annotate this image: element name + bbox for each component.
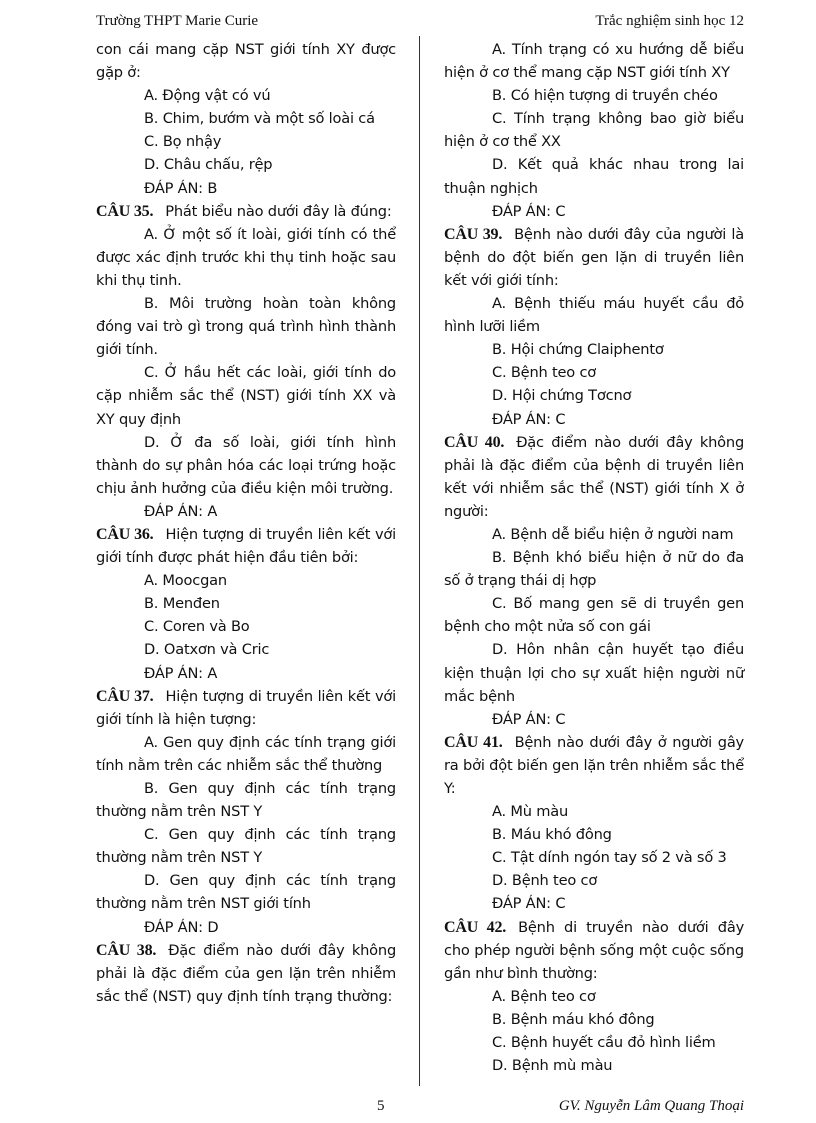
answer-option: C. Bố mang gen sẽ di truyền gen bệnh cho một nửa số con gái bbox=[444, 595, 744, 636]
answer-option: D. Bệnh teo cơ bbox=[492, 872, 598, 890]
column-divider bbox=[419, 36, 420, 1086]
question-number: CÂU 42. bbox=[444, 918, 507, 936]
answer-option: B. Menđen bbox=[144, 595, 220, 613]
question bbox=[444, 916, 744, 985]
answer-option: B. Bệnh khó biểu hiện ở nữ do đa số ở trạng thái dị hợp bbox=[444, 549, 744, 590]
answer-option: C. Bệnh teo cơ bbox=[492, 364, 597, 382]
question bbox=[96, 38, 396, 84]
question-text: Phát biểu nào dưới đây là đúng: bbox=[165, 202, 392, 220]
question-number: CÂU 36. bbox=[96, 525, 154, 543]
answer-option: B. Bệnh máu khó đông bbox=[492, 1010, 655, 1028]
question-text: Bệnh nào dưới đây ở người gây ra bởi đột biến gen lặn trên nhiễm sắc thể Y: bbox=[444, 733, 744, 797]
left-column bbox=[96, 38, 396, 1008]
answer-option: A. Bệnh dễ biểu hiện ở người nam bbox=[492, 525, 734, 543]
answer-key: ĐÁP ÁN: B bbox=[144, 179, 218, 197]
answer-option: B. Máu khó đông bbox=[492, 826, 612, 844]
answer-key: ĐÁP ÁN: C bbox=[492, 410, 566, 428]
question bbox=[96, 200, 396, 223]
answer-option: D. Châu chấu, rệp bbox=[144, 156, 273, 174]
right-column bbox=[444, 38, 744, 1077]
question-text: Đặc điểm nào dưới đây không phải là đặc điểm của gen lặn trên nhiễm sắc thể (NST) quy định tính trạng thường: bbox=[96, 941, 397, 1005]
answer-key: ĐÁP ÁN: D bbox=[144, 918, 219, 936]
answer-option: D. Kết quả khác nhau trong lai thuận nghịch bbox=[444, 156, 744, 197]
answer-option: B. Môi trường hoàn toàn không đóng vai trò gì trong quá trình hình thành giới tính. bbox=[96, 295, 396, 359]
question bbox=[444, 223, 744, 292]
answer-option: D. Bệnh mù màu bbox=[492, 1057, 613, 1075]
answer-option: D. Gen quy định các tính trạng thường nằm trên NST giới tính bbox=[96, 872, 396, 913]
answer-option: C. Ở hầu hết các loài, giới tính do cặp nhiễm sắc thể (NST) giới tính XX và XY quy định bbox=[96, 364, 396, 428]
answer-option: C. Tính trạng không bao giờ biểu hiện ở cơ thể XX bbox=[444, 110, 744, 151]
answer-option: D. Ở đa số loài, giới tính hình thành do sự phân hóa các loại trứng hoặc chịu ảnh hưởng của điều kiện môi trường. bbox=[96, 433, 396, 497]
question bbox=[96, 939, 396, 1008]
answer-option: A. Tính trạng có xu hướng dễ biểu hiện ở cơ thể mang cặp NST giới tính XY bbox=[444, 41, 744, 82]
question-text: Bệnh nào dưới đây của người là bệnh do đột biến gen lặn di truyền liên kết với giới tính: bbox=[444, 225, 744, 289]
question-text: Đặc điểm nào dưới đây không phải là đặc điểm của bệnh di truyền liên kết với nhiễm sắc thể (NST) giới tính X ở người: bbox=[444, 433, 745, 520]
question-text: Hiện tượng di truyền liên kết với giới tính được phát hiện đầu tiên bởi: bbox=[96, 525, 397, 567]
question-number: CÂU 38. bbox=[96, 941, 157, 959]
question-number: CÂU 41. bbox=[444, 733, 503, 751]
answer-option: D. Hôn nhân cận huyết tạo điều kiện thuận lợi cho sự xuất hiện người nữ mắc bệnh bbox=[444, 641, 744, 705]
answer-key: ĐÁP ÁN: C bbox=[492, 710, 566, 728]
question bbox=[96, 685, 396, 731]
question-number: CÂU 35. bbox=[96, 202, 154, 220]
question-text: con cái mang cặp NST giới tính XY được gặp ở: bbox=[96, 41, 396, 82]
answer-option: D. Hội chứng Tơcnơ bbox=[492, 387, 632, 405]
answer-option: B. Hội chứng Claiphentơ bbox=[492, 341, 664, 359]
question-number: CÂU 40. bbox=[444, 433, 505, 451]
answer-option: B. Có hiện tượng di truyền chéo bbox=[492, 87, 718, 105]
question-number: CÂU 37. bbox=[96, 687, 154, 705]
answer-option: C. Tật dính ngón tay số 2 và số 3 bbox=[492, 849, 727, 867]
answer-option: B. Gen quy định các tính trạng thường nằm trên NST Y bbox=[96, 780, 396, 821]
page-number: 5 bbox=[377, 1098, 385, 1114]
question-text: Hiện tượng di truyền liên kết với giới tính là hiện tượng: bbox=[96, 687, 397, 728]
header-subject: Trắc nghiệm sinh học 12 bbox=[595, 13, 744, 29]
question-text: Bệnh di truyền nào dưới đây cho phép người bệnh sống một cuộc sống gần như bình thường: bbox=[444, 918, 744, 982]
question-number: CÂU 39. bbox=[444, 225, 503, 243]
answer-key: ĐÁP ÁN: C bbox=[492, 202, 566, 220]
answer-option: B. Chim, bướm và một số loài cá bbox=[144, 110, 375, 128]
answer-option: A. Ở một số ít loài, giới tính có thể được xác định trước khi thụ tinh hoặc sau khi thụ tinh. bbox=[96, 225, 396, 289]
answer-option: A. Bệnh thiếu máu huyết cầu đỏ hình lưỡi liềm bbox=[444, 295, 744, 336]
answer-option: C. Bệnh huyết cầu đỏ hình liềm bbox=[492, 1034, 716, 1052]
answer-option: D. Oatxơn và Cric bbox=[144, 641, 270, 659]
question bbox=[444, 731, 744, 800]
answer-option: C. Bọ nhậy bbox=[144, 133, 222, 151]
answer-option: A. Moocgan bbox=[144, 572, 227, 590]
answer-key: ĐÁP ÁN: A bbox=[144, 664, 218, 682]
question bbox=[96, 523, 396, 569]
answer-option: A. Mù màu bbox=[492, 803, 569, 821]
footer-author: GV. Nguyễn Lâm Quang Thoại bbox=[558, 1098, 744, 1114]
header-school: Trường THPT Marie Curie bbox=[96, 13, 259, 29]
answer-key: ĐÁP ÁN: C bbox=[492, 895, 566, 913]
answer-key: ĐÁP ÁN: A bbox=[144, 502, 218, 520]
answer-option: C. Coren và Bo bbox=[144, 618, 250, 636]
answer-option: A. Động vật có vú bbox=[144, 87, 271, 105]
answer-option: A. Gen quy định các tính trạng giới tính nằm trên các nhiễm sắc thể thường bbox=[96, 733, 396, 774]
question bbox=[444, 431, 744, 523]
answer-option: C. Gen quy định các tính trạng thường nằm trên NST Y bbox=[96, 826, 396, 867]
answer-option: A. Bệnh teo cơ bbox=[492, 987, 596, 1005]
